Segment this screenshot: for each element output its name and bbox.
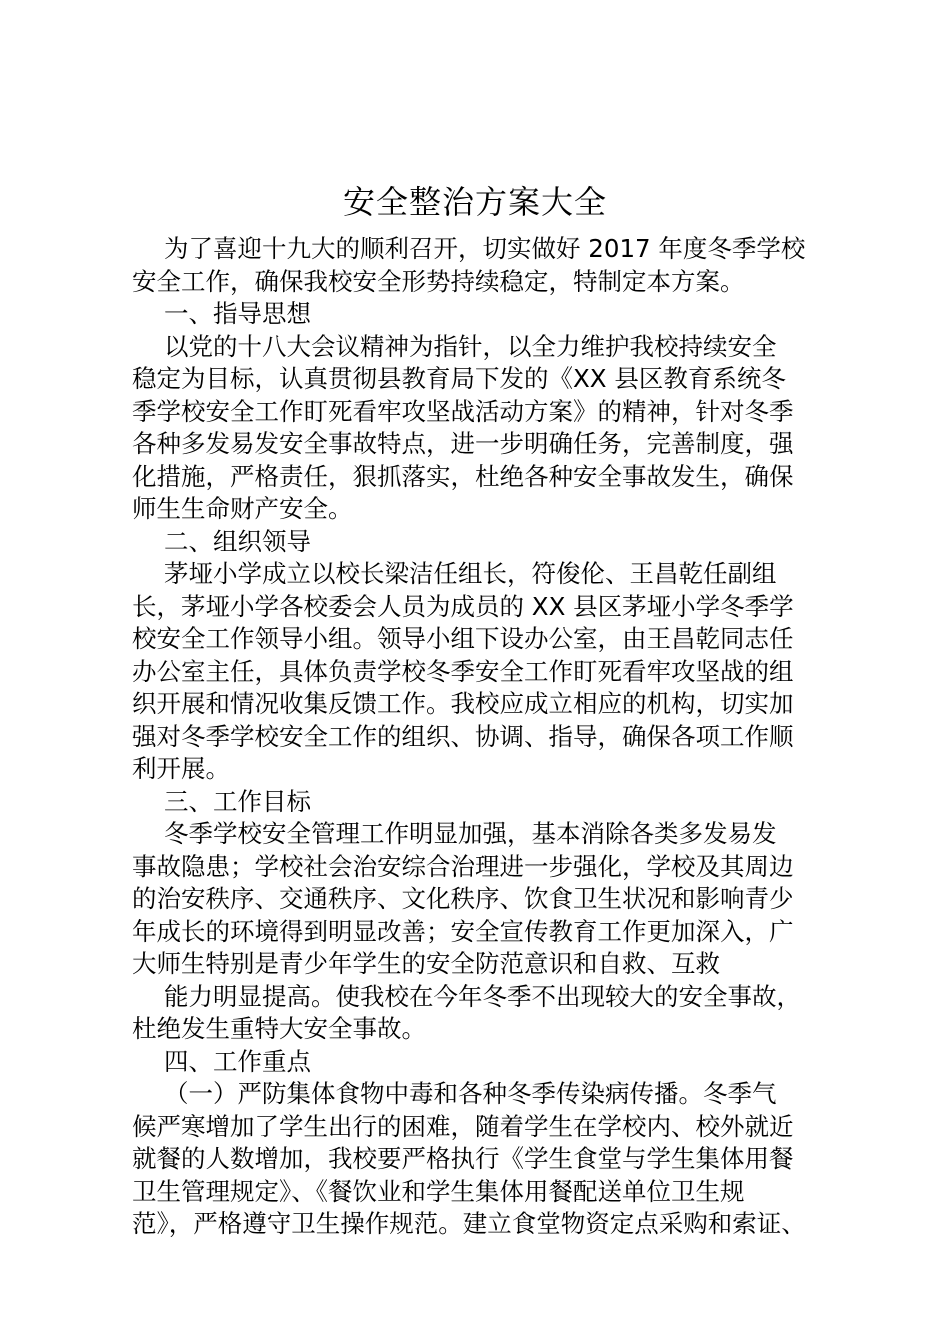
paragraph-line: 的治安秩序、交通秩序、文化秩序、饮食卫生状况和影响青少 bbox=[132, 884, 794, 913]
document-title: 安全整治方案大全 bbox=[342, 183, 607, 221]
paragraph-line: 茅垭小学成立以校长梁洁任组长，符俊伦、王昌乾任副组 bbox=[164, 559, 777, 588]
paragraph-line: 年成长的环境得到明显改善；安全宣传教育工作更加深入，广 bbox=[132, 916, 794, 946]
paragraph-line: 织开展和情况收集反馈工作。我校应成立相应的机构，切实加 bbox=[132, 689, 794, 718]
paragraph-line: 为了喜迎十九大的顺利召开，切实做好 2017 年度冬季学校 bbox=[164, 234, 806, 263]
paragraph-line: 四、工作重点 bbox=[164, 1046, 311, 1076]
paragraph-line: （一）严防集体食物中毒和各种冬季传染病传播。冬季气 bbox=[164, 1079, 777, 1108]
paragraph-line: 二、组织领导 bbox=[164, 526, 311, 556]
paragraph-line: 就餐的人数增加，我校要严格执行《学生食堂与学生集体用餐 bbox=[132, 1144, 794, 1173]
paragraph-line: 季学校安全工作盯死看牢攻坚战活动方案》的精神，针对冬季 bbox=[132, 396, 794, 426]
document-body bbox=[132, 233, 832, 1241]
paragraph-line: 能力明显提高。使我校在今年冬季不出现较大的安全事故， bbox=[164, 981, 801, 1011]
paragraph-line: 杜绝发生重特大安全事故。 bbox=[132, 1014, 426, 1043]
paragraph-line: 卫生管理规定》、《餐饮业和学生集体用餐配送单位卫生规 bbox=[132, 1176, 745, 1206]
paragraph-line: 冬季学校安全管理工作明显加强，基本消除各类多发易发 bbox=[164, 819, 777, 848]
paragraph-line: 稳定为目标，认真贯彻县教育局下发的《XX 县区教育系统冬 bbox=[132, 364, 786, 393]
paragraph-line: 事故隐患；学校社会治安综合治理进一步强化，学校及其周边 bbox=[132, 851, 794, 881]
paragraph-line: 候严寒增加了学生出行的困难，随着学生在学校内、校外就近 bbox=[132, 1111, 794, 1141]
paragraph-line: 大师生特别是青少年学生的安全防范意识和自救、互救 bbox=[132, 949, 720, 978]
paragraph-line: 校安全工作领导小组。领导小组下设办公室，由王昌乾同志任 bbox=[132, 624, 794, 653]
paragraph-line: 化措施，严格责任，狠抓落实，杜绝各种安全事故发生，确保 bbox=[132, 461, 794, 491]
paragraph-line: 三、工作目标 bbox=[164, 786, 311, 816]
paragraph-line: 以党的十八大会议精神为指针，以全力维护我校持续安全 bbox=[164, 331, 777, 361]
paragraph-line: 各种多发易发安全事故特点，进一步明确任务，完善制度，强 bbox=[132, 429, 794, 458]
paragraph-line: 强对冬季学校安全工作的组织、协调、指导，确保各项工作顺 bbox=[132, 721, 794, 751]
paragraph-line: 师生生命财产安全。 bbox=[132, 494, 353, 523]
paragraph-line: 一、指导思想 bbox=[164, 299, 311, 328]
paragraph-line: 长，茅垭小学各校委会人员为成员的 XX 县区茅垭小学冬季学 bbox=[132, 591, 794, 621]
paragraph-line: 范》，严格遵守卫生操作规范。建立食堂物资定点采购和索证、 bbox=[132, 1209, 806, 1238]
paragraph-line: 安全工作，确保我校安全形势持续稳定，特制定本方案。 bbox=[132, 266, 745, 296]
paragraph-line: 办公室主任，具体负责学校冬季安全工作盯死看牢攻坚战的组 bbox=[132, 656, 794, 686]
paragraph-line: 利开展。 bbox=[132, 754, 230, 783]
